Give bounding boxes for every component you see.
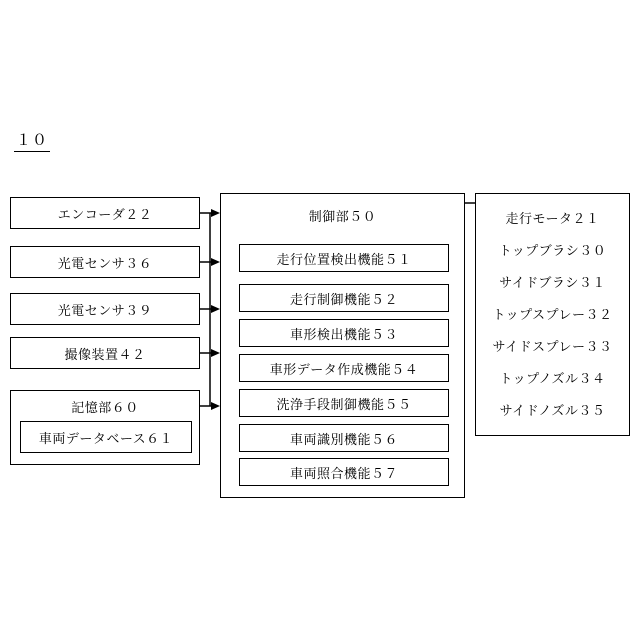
- figure-reference-label: １０: [14, 132, 50, 152]
- vehicle-database-label: 車両データベース６１: [38, 430, 174, 446]
- output-item-top-spray: トップスプレー３２: [492, 307, 613, 322]
- memory-unit-title: 記憶部６０: [71, 400, 139, 415]
- output-item-top-nozzle: トップノズル３４: [499, 371, 606, 386]
- output-item-side-brush: サイドブラシ３１: [499, 275, 606, 290]
- function-box-label: 車形検出機能５３: [289, 326, 398, 342]
- control-unit-title: 制御部５０: [308, 209, 377, 224]
- input-box-label: エンコーダ２２: [57, 206, 153, 222]
- function-box-travel-control: [239, 284, 449, 312]
- function-box-vehicle-matching: [239, 458, 449, 486]
- output-item-side-nozzle: サイドノズル３５: [499, 403, 606, 418]
- memory-unit-box: [10, 390, 200, 465]
- control-unit-box: [220, 193, 465, 498]
- function-box-label: 車両照合機能５７: [289, 465, 398, 481]
- vehicle-database-box: [20, 421, 192, 453]
- input-box-encoder: [10, 197, 200, 229]
- output-devices-box: [475, 193, 630, 436]
- input-box-label: 光電センサ３９: [57, 302, 153, 318]
- input-box-photo-sensor-39: [10, 293, 200, 325]
- input-box-imaging-device: [10, 337, 200, 369]
- input-box-photo-sensor-36: [10, 246, 200, 278]
- function-box-label: 車両識別機能５６: [289, 431, 398, 447]
- function-box-vehicle-shape-detection: [239, 319, 449, 347]
- function-box-vehicle-shape-data-creation: [239, 354, 449, 382]
- input-box-label: 光電センサ３６: [57, 255, 153, 271]
- function-box-label: 車形データ作成機能５４: [269, 361, 419, 377]
- input-box-label: 撮像装置４２: [64, 346, 146, 362]
- function-box-travel-position-detection: [239, 244, 449, 272]
- output-item-side-spray: サイドスプレー３３: [492, 339, 613, 354]
- function-box-label: 走行制御機能５２: [289, 291, 398, 307]
- output-item-travel-motor: 走行モータ２１: [505, 211, 600, 226]
- output-item-top-brush: トップブラシ３０: [498, 243, 607, 258]
- function-box-label: 洗浄手段制御機能５５: [276, 396, 412, 412]
- function-box-washing-means-control: [239, 389, 449, 417]
- function-box-vehicle-identification: [239, 424, 449, 452]
- function-box-label: 走行位置検出機能５１: [276, 251, 412, 267]
